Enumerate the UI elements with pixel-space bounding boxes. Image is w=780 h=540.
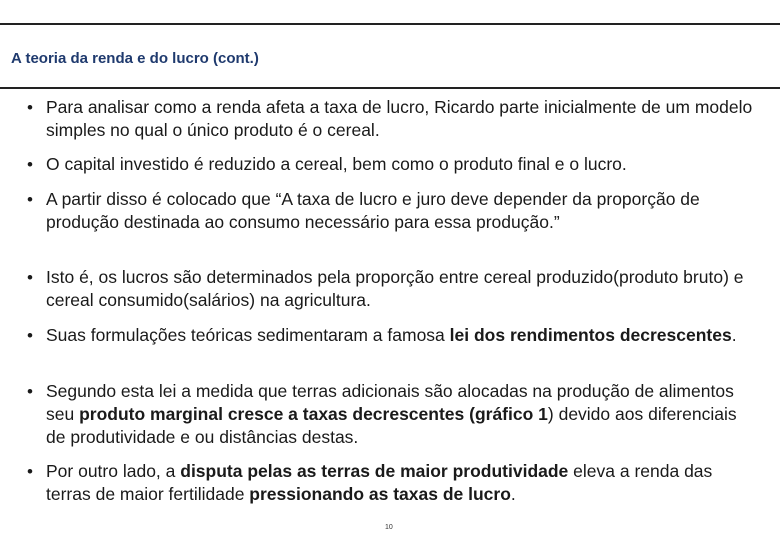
text-segment: . (510, 484, 516, 504)
bullet-dot: • (27, 326, 33, 345)
text-segment: Por outro lado, a (46, 461, 181, 481)
page-title: A teoria da renda e do lucro (cont.) (11, 50, 259, 67)
bullet-text (46, 266, 758, 312)
text-segment: Isto é, os lucros são determinados pela proporção entre cereal produzido(produto bruto) e cereal consumido(salários) na agricultura. (46, 267, 744, 310)
top-rule (0, 23, 780, 25)
emphasis-text: disputa pelas as terras de maior produtividade (180, 461, 569, 481)
bullet-text (46, 188, 758, 234)
bullet-dot: • (27, 155, 33, 174)
page-number: 10 (385, 524, 393, 531)
text-segment: A partir disso é colocado que “A taxa de lucro e juro deve depender da proporção de produção destinada ao consumo necessário para essa produção.” (46, 189, 700, 232)
emphasis-text: pressionando as taxas de lucro (249, 484, 511, 504)
title-rule (0, 87, 780, 89)
text-segment: Segundo esta lei a medida que terras adicionais são alocadas na produção de alimentos seu (46, 381, 734, 424)
emphasis-text: produto marginal cresce a taxas decrescentes (gráfico 1 (79, 404, 548, 424)
bullet-dot: • (27, 268, 33, 287)
bullet-dot: • (27, 462, 33, 481)
text-segment: O capital investido é reduzido a cereal, bem como o produto final e o lucro. (46, 154, 627, 174)
bullet-text (46, 460, 758, 506)
bullet-text (46, 324, 758, 347)
text-segment: ) devido aos diferenciais de produtividade e ou distâncias destas. (46, 404, 737, 447)
bullet-text (46, 380, 758, 449)
bullet-dot: • (27, 190, 33, 209)
text-segment: Suas formulações teóricas sedimentaram a famosa (46, 325, 450, 345)
bullet-dot: • (27, 382, 33, 401)
text-segment: Para analisar como a renda afeta a taxa de lucro, Ricardo parte inicialmente de um modelo simples no qual o único produto é o cereal. (46, 97, 753, 140)
emphasis-text: lei dos rendimentos decrescentes (449, 325, 732, 345)
bullet-text (46, 153, 758, 176)
text-segment: eleva a renda das terras de maior fertilidade (46, 461, 713, 504)
bullet-text (46, 96, 758, 142)
bullet-dot: • (27, 98, 33, 117)
text-segment: . (731, 325, 737, 345)
